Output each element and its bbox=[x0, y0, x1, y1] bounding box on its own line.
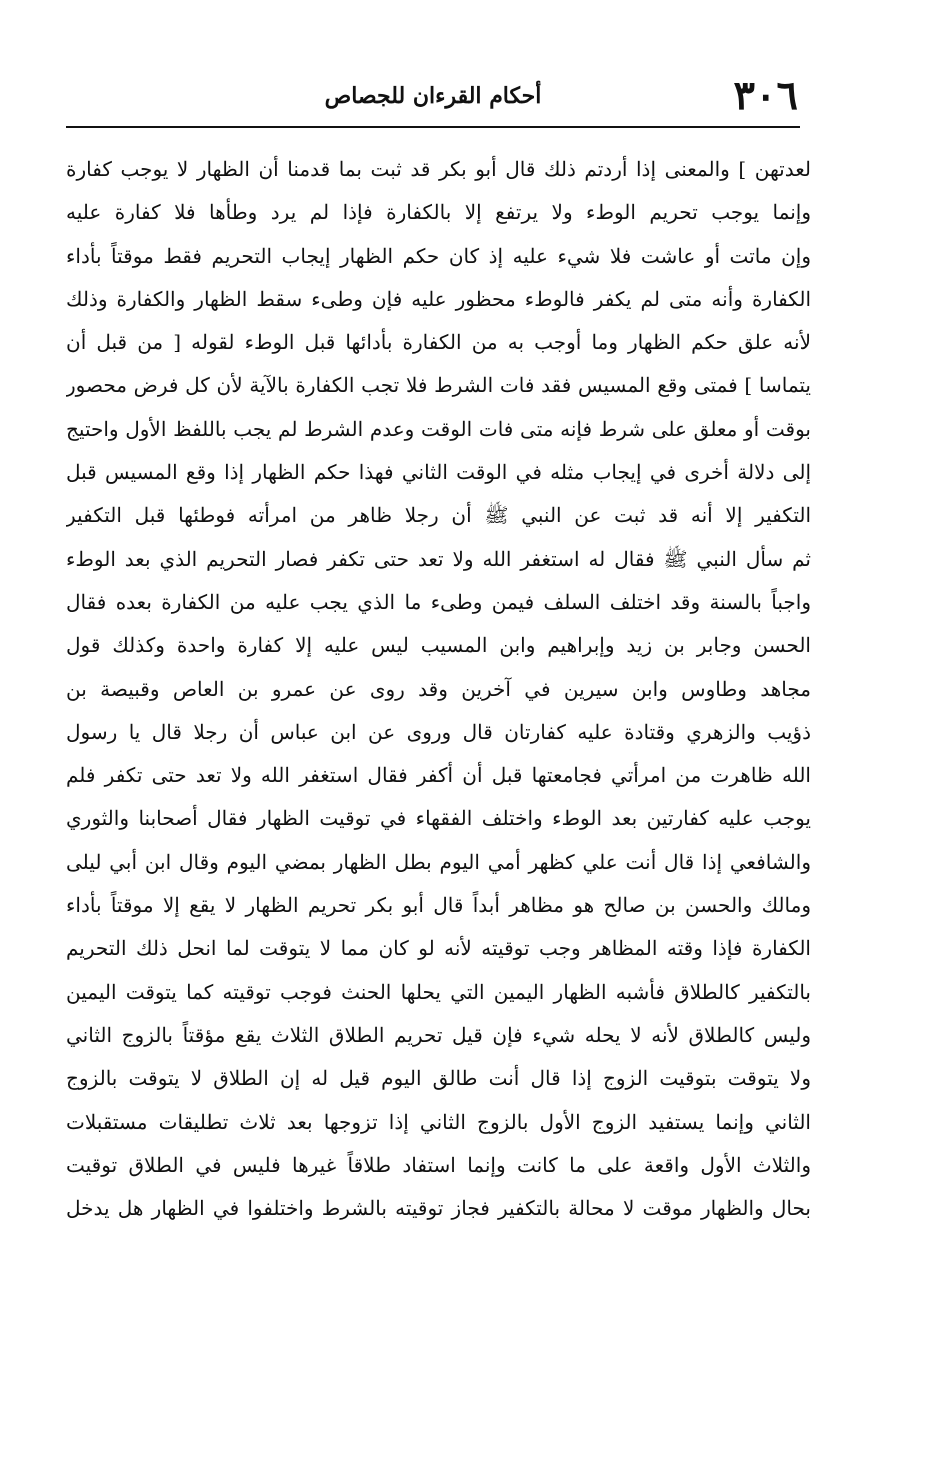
page-number: ٣٠٦ bbox=[733, 72, 798, 119]
text-line: وإن ماتت أو عاشت فلا شيء عليه إذ كان حكم الظهار إيجاب التحريم فقط موقتاً بأداء bbox=[66, 243, 811, 268]
text-line: مجاهد وطاوس وابن سيرين في آخرين وقد روى عن عمرو بن العاص وقبيصة بن bbox=[66, 676, 811, 701]
text-line: الثاني وإنما يستفيد الزوج الأول بالزوج الثاني إذا تزوجها بعد ثلاث تطليقات مستقبلات bbox=[66, 1109, 811, 1134]
text-line: بحال والظهار موقت لا محالة بالتكفير فجاز توقيته بالشرط واختلفوا في الظهار هل يدخل bbox=[66, 1196, 811, 1221]
page-header bbox=[68, 72, 798, 120]
text-line: لعدتهن ] والمعنى إذا أردتم ذلك قال أبو بكر قد ثبت بما قدمنا أن الظهار لا يوجب كفارة bbox=[66, 157, 811, 181]
text-line: يتماسا ] فمتى وقع المسيس فقد فات الشرط فلا تجب الكفارة بالآية لأن كل فرض محصور bbox=[66, 373, 811, 398]
text-line: وإنما يوجب تحريم الوطء ولا يرتفع إلا بالكفارة فإذا لم يرد وطأها فلا كفارة عليه bbox=[66, 200, 811, 225]
text-line: يوجب عليه كفارتين بعد الوطء واختلف الفقهاء في توقيت الظهار فقال أصحابنا والثوري bbox=[66, 806, 811, 831]
text-line: والشافعي إذا قال أنت علي كظهر أمي اليوم بطل الظهار بمضي اليوم وقال ابن أبي ليلى bbox=[66, 849, 811, 874]
header-rule bbox=[66, 126, 800, 128]
text-line: بالتكفير كالطلاق فأشبه الظهار اليمين التي يحلها الحنث فوجب توقيته كما يتوقت اليمين bbox=[66, 979, 811, 1004]
running-title: أحكام القرءان للجصاص bbox=[324, 83, 542, 109]
text-line: الكفارة وأنه متى لم يكفر فالوطء محظور عليه فإن وطىء سقط الظهار والكفارة وذلك bbox=[66, 286, 811, 311]
text-line: ثم سأل النبي ﷺ فقال له استغفر الله ولا تعد حتى تكفر فصار التحريم الذي بعد الوطء bbox=[66, 546, 811, 571]
body-text bbox=[66, 148, 811, 1230]
text-line: والثلاث الأول واقعة على ما كانت وإنما استفاد طلاقاً غيرها فليس في الطلاق توقيت bbox=[66, 1152, 811, 1177]
text-line: وليس كالطلاق لأنه لا يحله شيء فإن قيل تحريم الطلاق الثلاث يقع مؤقتاً بالزوج الثاني bbox=[66, 1022, 811, 1047]
text-line: الحسن وجابر بن زيد وإبراهيم وابن المسيب ليس عليه إلا كفارة واحدة وكذلك قول bbox=[66, 633, 811, 658]
text-line: واجباً بالسنة وقد اختلف السلف فيمن وطىء ما الذي يجب عليه من الكفارة بعده فقال bbox=[66, 589, 811, 614]
text-line: ومالك والحسن بن صالح هو مظاهر أبداً قال أبو بكر تحريم الظهار لا يقع إلا موقتاً بأداء bbox=[66, 893, 811, 918]
text-line: لأنه علق حكم الظهار وما أوجب به من الكفارة بأدائها قبل الوطء لقوله [ من قبل أن bbox=[66, 330, 811, 355]
text-line: بوقت أو معلق على شرط فإنه متى فات الوقت وعدم الشرط لم يجب باللفظ الأول واحتيج bbox=[66, 416, 811, 441]
text-line: ذؤيب والزهري وقتادة عليه كفارتان قال وروى عن ابن عباس أن رجلا قال يا رسول bbox=[66, 719, 811, 744]
text-line: إلى دلالة أخرى في إيجاب مثله في الوقت الثاني فهذا حكم الظهار إذا وقع المسيس قبل bbox=[66, 460, 811, 485]
text-line: التكفير إلا أنه قد ثبت عن النبي ﷺ أن رجلا ظاهر من امرأته فوطئها قبل التكفير bbox=[66, 503, 811, 528]
text-line: الكفارة فإذا وقته المظاهر وجب توقيته لأنه لو كان مما لا يتوقت لما انحل ذلك التحريم bbox=[66, 936, 811, 961]
text-line: ولا يتوقت بتوقيت الزوج إذا قال أنت طالق اليوم قيل له إن الطلاق لا يتوقت بالزوج bbox=[66, 1066, 811, 1091]
text-line: الله ظاهرت من امرأتي فجامعتها قبل أن أكفر فقال استغفر الله ولا تعد حتى تكفر فلم bbox=[66, 763, 811, 788]
